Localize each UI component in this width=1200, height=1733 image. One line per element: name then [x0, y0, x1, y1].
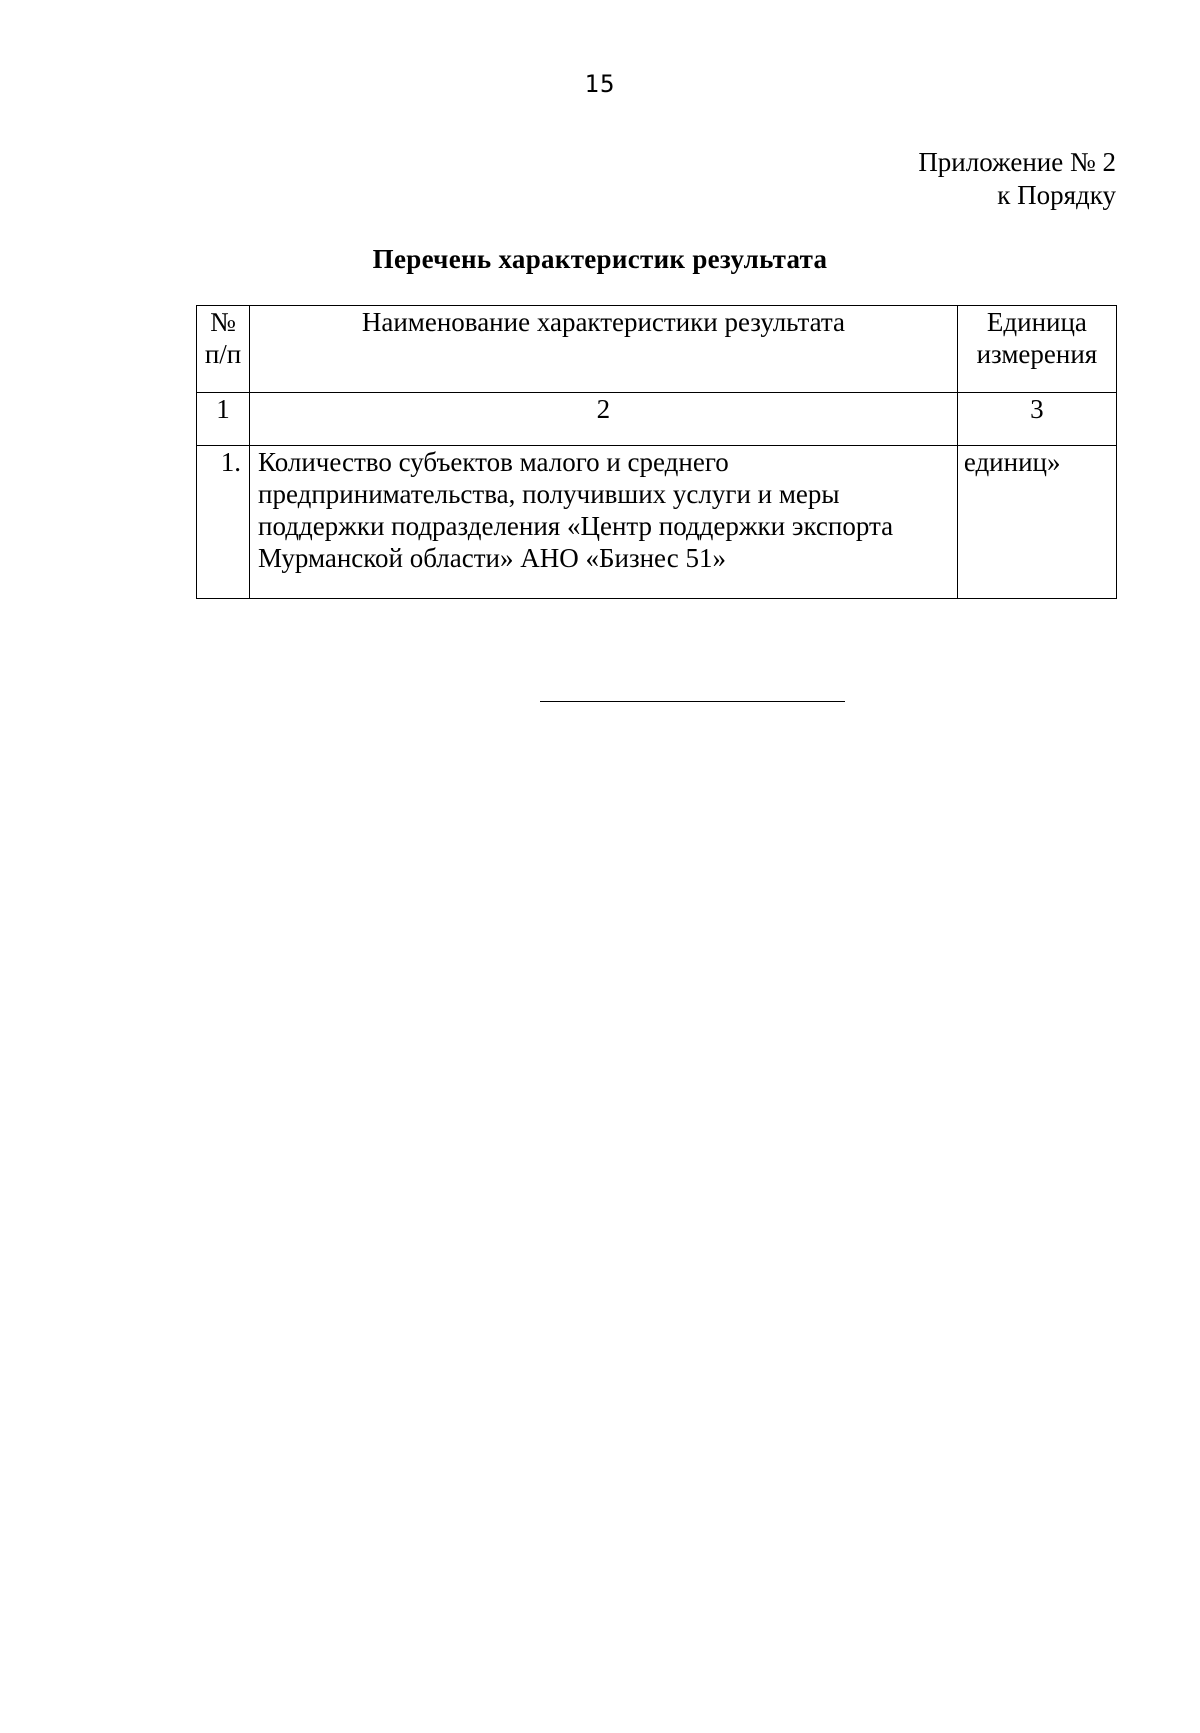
- page-number: 15: [584, 70, 616, 98]
- header-unit-line1: Единица: [986, 307, 1087, 337]
- characteristics-table: [196, 305, 1117, 599]
- table-row: [197, 446, 1117, 599]
- row-characteristic-name: Количество субъектов малого и среднего предпринимательства, получивших услуги и меры поддержки подразделения «Центр поддержки экспорта Мурманской области» АНО «Бизнес 51»: [250, 446, 958, 599]
- appendix-reference: [918, 146, 1116, 212]
- document-title: Перечень характеристик результата: [372, 244, 828, 274]
- header-unit-line2: измерения: [976, 339, 1098, 369]
- header-number-pp: п/п: [204, 339, 242, 369]
- table-index-row: [197, 393, 1117, 446]
- header-number-sign: №: [210, 307, 236, 337]
- index-cell-1: 1: [197, 393, 250, 446]
- index-cell-3: 3: [957, 393, 1116, 446]
- header-unit: [957, 306, 1116, 393]
- table-header-row: [197, 306, 1117, 393]
- appendix-number: Приложение № 2: [918, 147, 1116, 177]
- appendix-target: к Порядку: [997, 180, 1116, 210]
- header-name: Наименование характеристики результата: [250, 306, 958, 393]
- row-unit: единиц»: [957, 446, 1116, 599]
- header-number: [197, 306, 250, 393]
- row-number: 1.: [197, 446, 250, 599]
- end-divider: [540, 701, 845, 702]
- index-cell-2: 2: [250, 393, 958, 446]
